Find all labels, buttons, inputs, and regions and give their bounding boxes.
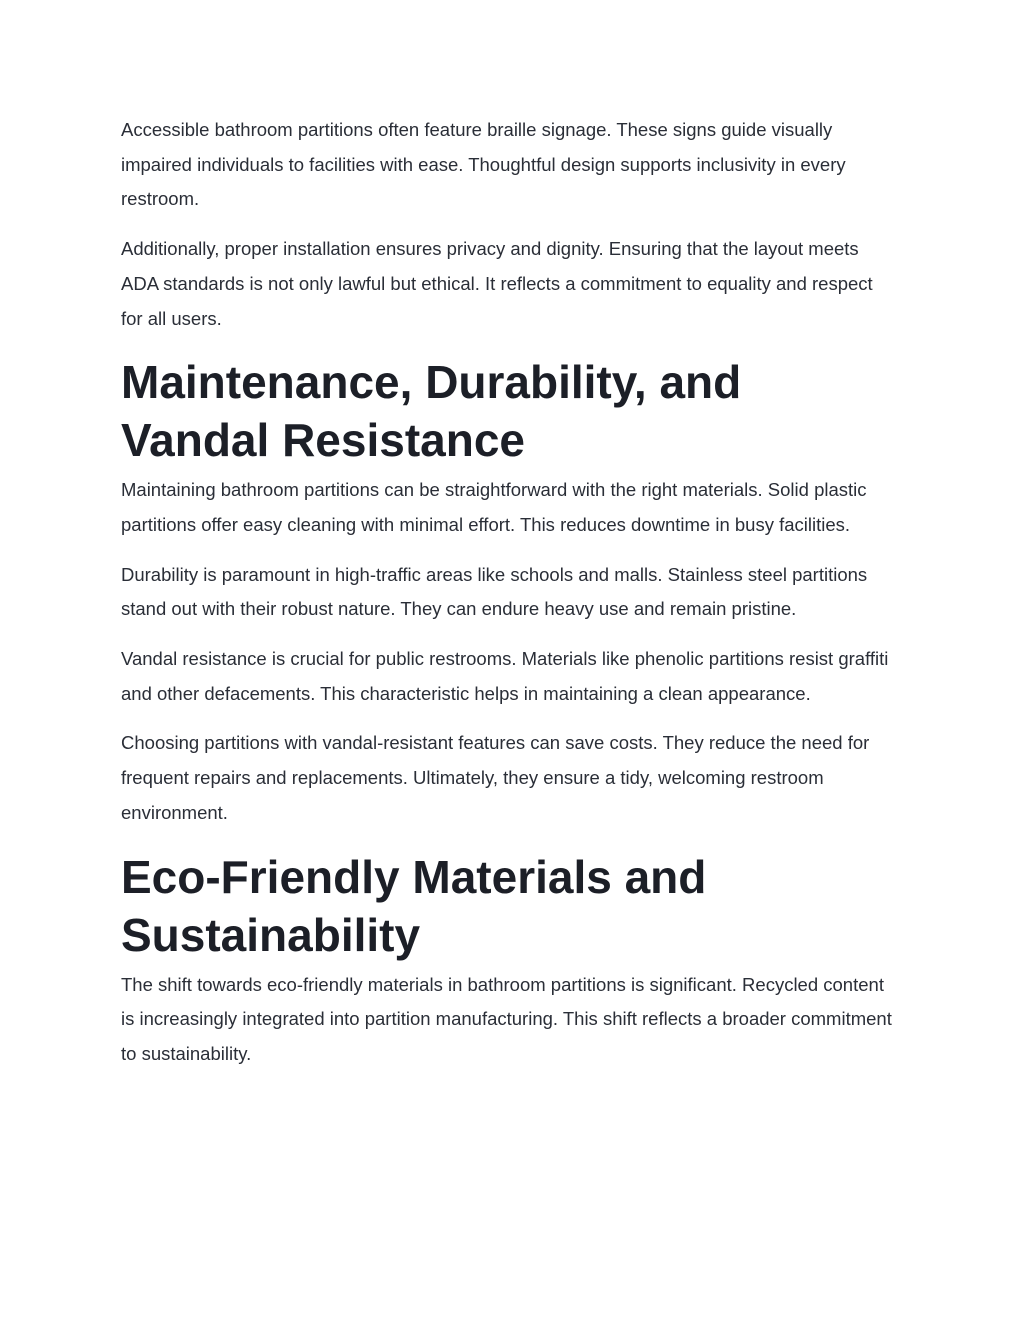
paragraph-durability: Durability is paramount in high-traffic areas like schools and malls. Stainless steel partitions stand out with their robust nature. They can endure heavy use and remain pristine. bbox=[121, 563, 868, 620]
heading-eco-friendly: Eco-Friendly Materials and Sustainability bbox=[121, 850, 707, 961]
article-content bbox=[121, 113, 897, 1087]
paragraph-eco-shift: The shift towards eco-friendly materials in bathroom partitions is significant. Recycled content is increasingly integrated into partition manufacturing. This shift reflects a broader commitment to sustainability. bbox=[121, 973, 892, 1064]
paragraph-choosing-partitions: Choosing partitions with vandal-resistant features can save costs. They reduce the need for frequent repairs and replacements. Ultimately, they ensure a tidy, welcoming restroom environment. bbox=[121, 732, 870, 823]
paragraph-braille-signage: Accessible bathroom partitions often feature braille signage. These signs guide visually impaired individuals to facilities with ease. Thoughtful design supports inclusivity in every restroom. bbox=[121, 119, 846, 210]
heading-maintenance: Maintenance, Durability, and Vandal Resistance bbox=[121, 356, 742, 467]
paragraph-vandal-resistance: Vandal resistance is crucial for public restrooms. Materials like phenolic partitions resist graffiti and other defacements. This characteristic helps in maintaining a clean appearance. bbox=[121, 648, 889, 704]
paragraph-ada-standards: Additionally, proper installation ensures privacy and dignity. Ensuring that the layout meets ADA standards is not only lawful but ethical. It reflects a commitment to equality and respect for all users. bbox=[121, 238, 873, 329]
paragraph-maintaining: Maintaining bathroom partitions can be straightforward with the right materials. Solid plastic partitions offer easy cleaning with minimal effort. This reduces downtime in busy facilities. bbox=[121, 479, 867, 535]
